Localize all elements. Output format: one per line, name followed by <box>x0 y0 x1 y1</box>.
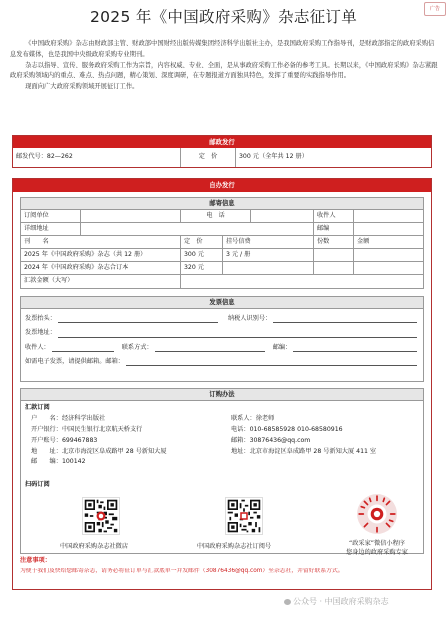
unit-label: 订阅单位 <box>21 210 81 222</box>
qr-subscription[interactable] <box>194 497 274 552</box>
item1-price: 300 元 <box>181 249 223 261</box>
address-label: 详细地址 <box>21 223 81 235</box>
recipient-field[interactable] <box>354 210 423 222</box>
remit-left <box>31 415 216 467</box>
ad-badge: 广告 <box>424 2 446 16</box>
contact-email[interactable]: 邮箱：30876436@qq.com <box>231 436 311 444</box>
remit-account-no: 开户账号：699467883 <box>31 436 98 444</box>
invoice-address-label: 发票地址： <box>25 329 56 337</box>
address-field[interactable] <box>81 223 314 235</box>
item2-price: 320 元 <box>181 262 223 274</box>
invoice-postcode-field[interactable] <box>293 346 417 352</box>
invoice-title-field[interactable] <box>58 317 218 323</box>
remit-postcode: 邮 编：100142 <box>31 458 86 466</box>
page-title: 2025 年《中国政府采购》杂志征订单 <box>89 8 358 26</box>
remit-title: 汇款订阅 <box>25 404 50 411</box>
item2-amount[interactable] <box>354 262 423 274</box>
item2-name: 2024 年《中国政府采购》杂志合订本 <box>21 262 181 274</box>
qr2-caption: 中国政府采购杂志社订阅号 <box>196 543 272 551</box>
watermark: 公众号 · 中国政府采购杂志 <box>284 597 389 608</box>
invoice-recipient-label: 收件人： <box>25 343 50 351</box>
qr-miniprogram[interactable] <box>337 493 417 557</box>
remit-account-name: 户 名：经济科学出版社 <box>31 415 106 422</box>
item1-name: 2025 年《中国政府采购》杂志（共 12 册） <box>21 249 181 261</box>
order-header: 订购办法 <box>21 389 423 401</box>
contact-phone: 电话：010-68585928 010-68580916 <box>231 425 343 433</box>
qr-code-icon <box>225 497 263 535</box>
self-banner: 自办发行 <box>13 179 431 192</box>
scan-title: 扫码订阅 <box>25 481 50 488</box>
qr-weidian[interactable] <box>59 497 129 552</box>
post-code: 邮发代号：82—262 <box>13 148 181 167</box>
post-price-value: 300 元（全年共 12 册） <box>239 153 308 161</box>
qr1-caption: 中国政府采购杂志社微店 <box>59 543 129 551</box>
invoice-title-label: 发票抬头： <box>25 315 56 322</box>
postal-banner: 邮政发行 <box>13 136 431 148</box>
qr-code-icon <box>82 497 120 535</box>
intro-paragraph: 现面向广大政府采购领域开展征订工作。 <box>25 83 139 91</box>
invoice-table <box>20 296 424 382</box>
postal-section <box>12 135 432 168</box>
intro-text <box>10 39 438 93</box>
contact-address: 地址：北京市海淀区阜成路甲 28 号新知大厦 411 室 <box>231 447 377 455</box>
qr3-caption2: 您身边的政府采购专家 <box>346 548 408 556</box>
item1-reg: 3 元 / 册 <box>223 249 314 261</box>
col-amount: 金额 <box>357 237 370 245</box>
remit-bank: 开户银行：中国民生银行北京航天桥支行 <box>31 425 143 433</box>
item2-reg <box>223 262 314 274</box>
remit-right <box>231 415 421 456</box>
invoice-email-label: 如需电子发票，请提供邮箱。邮箱： <box>25 358 124 366</box>
qr3-caption1: “政采家”微信小程序 <box>349 540 405 548</box>
item1-qty[interactable] <box>314 249 354 261</box>
total-field[interactable] <box>181 275 423 288</box>
taxid-field[interactable] <box>273 317 417 323</box>
invoice-contact-label: 联系方式： <box>121 343 153 351</box>
intro-paragraph: 杂志以指导、宣传、服务政府采购工作为宗旨，内容权威、专业、全面，是从事政府采购工作必备的参考工具。长期以来，《中国政府采购》杂志紧跟政府采购领域内的重点、难点、热点问题，精心策划、深度调研，在专题报道方面独具特色，发挥了重要的实践指导作用。 <box>10 61 438 80</box>
remit-address: 地 址：北京市海淀区阜成路甲 28 号新知大厦 <box>31 447 167 455</box>
unit-field[interactable] <box>81 210 181 222</box>
col-qty: 份数 <box>314 236 354 248</box>
order-table <box>20 388 424 554</box>
invoice-email-field[interactable] <box>126 360 417 366</box>
mail-header: 邮寄信息 <box>21 198 423 210</box>
item2-qty[interactable] <box>314 262 354 274</box>
invoice-recipient-field[interactable] <box>52 346 114 352</box>
postcode-field[interactable] <box>354 223 423 235</box>
miniprogram-code-icon <box>356 493 398 535</box>
invoice-postcode-label: 邮编： <box>272 343 292 351</box>
postcode-label: 邮编 <box>314 223 354 235</box>
contact-person: 联系人：徐老师 <box>231 415 275 422</box>
col-name: 刊 名 <box>21 236 181 248</box>
wechat-icon <box>284 599 291 605</box>
recipient-label: 收件人 <box>314 210 354 222</box>
mail-table <box>20 197 424 289</box>
notes-title: 注意事项： <box>20 557 51 564</box>
invoice-header: 发票信息 <box>21 297 423 309</box>
col-price: 定 价 <box>181 236 223 248</box>
taxid-label: 纳税人识别号： <box>227 315 272 322</box>
post-price-label: 定 价 <box>181 148 236 167</box>
invoice-contact-field[interactable] <box>155 346 265 352</box>
phone-field[interactable] <box>251 210 314 222</box>
notes-text: 为便于我们及快给您邮寄杂志，请务必将征订单与汇款底单一并发邮件（30876436@qq.com）至杂志社，并留好联系方式。 <box>20 568 344 575</box>
phone-label: 电 话 <box>181 210 251 222</box>
invoice-address-field[interactable] <box>58 332 417 338</box>
intro-paragraph: 《中国政府采购》杂志由财政部主管、财政部中国财经出版传媒集团经济科学出版社主办，是我国政府采购工作指导刊，是财政部指定的政府采购信息发布媒体，也是我国中央级政府采购专业期刊。 <box>10 40 435 58</box>
self-section <box>12 178 432 590</box>
item1-amount[interactable] <box>354 249 423 261</box>
total-label: 汇款金额（大写） <box>21 275 181 288</box>
col-reg: 挂号信费 <box>223 236 314 248</box>
notes <box>20 557 424 576</box>
